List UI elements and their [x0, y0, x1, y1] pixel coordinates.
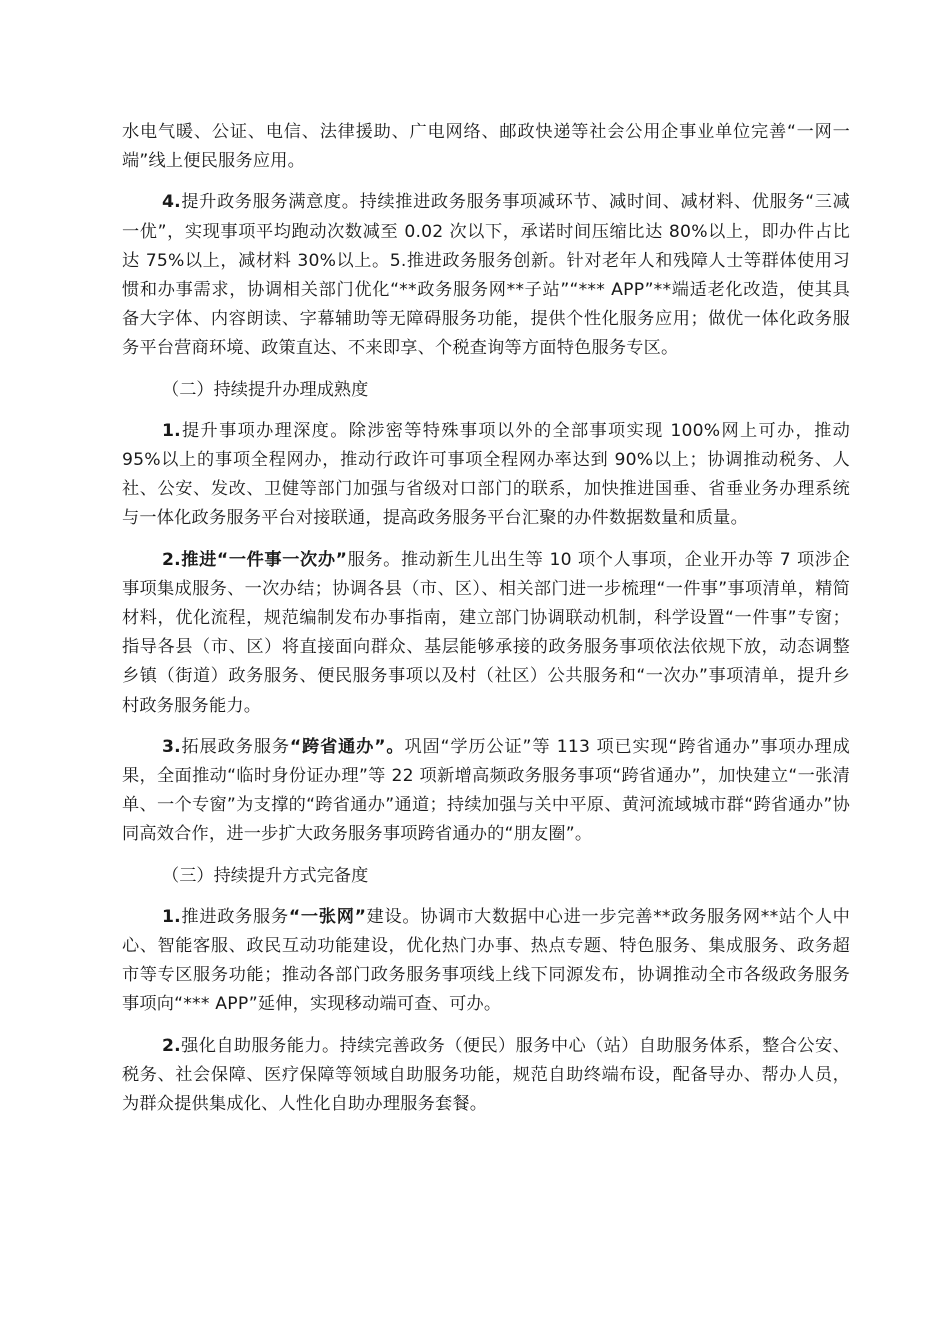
- item-number: 1.: [162, 420, 181, 441]
- paragraph-depth: [122, 417, 850, 534]
- paragraph-text: 水电气暖、公证、电信、法律援助、广电网络、邮政快递等社会公用企事业单位完善“一网一端”线上便民服务应用。: [122, 122, 850, 172]
- section-heading-completeness: （三）持续提升方式完备度: [162, 865, 369, 886]
- document-page: [122, 118, 850, 1131]
- paragraph-one-network: [122, 903, 850, 1020]
- item-number: 3.: [162, 736, 181, 757]
- paragraph-text-a: 拓展政务服务: [180, 736, 290, 757]
- section-heading-maturity: （二）持续提升办理成熟度: [162, 379, 369, 400]
- paragraph-cross-province: [122, 733, 850, 850]
- item-number: 2.: [162, 1035, 181, 1056]
- paragraph-text: 提升政务服务满意度。持续推进政务服务事项减环节、减时间、减材料、优服务“三减一优”，实现事项平均跑动次数减至 0.02 次以下，承诺时间压缩比达 80%以上，即办件占比达 75%以上，减材料 30%以上。5.推进政务服务创新。针对老年人和残障人士等群体使用习惯和办事需求，协调相关部门优化“**政务服务网**子站”“*** APP”**端适老化改造，使其具备大字体、内容朗读、字幕辅助等无障碍服务功能，提供个性化服务应用；做优一体化政务服务平台营商环境、政策直达、不来即享、个税查询等方面特色服务专区。: [122, 192, 850, 359]
- paragraph-text: 强化自助服务能力。持续完善政务（便民）服务中心（站）自助服务体系，整合公安、税务、社会保障、医疗保障等领域自助服务功能，规范自助终端布设，配备导办、帮办人员，为群众提供集成化、人性化自助办理服务套餐。: [122, 1035, 850, 1115]
- paragraph-self-service: [122, 1032, 850, 1120]
- paragraph-text-a: 推进政务服务: [180, 906, 289, 927]
- item-lead: “一张网”: [288, 906, 367, 927]
- item-number: 4.: [162, 192, 181, 213]
- item-lead: 2.推进“一件事一次办”: [162, 549, 348, 570]
- paragraph-text: 巩固“学历公证”等 113 项已实现“跨省通办”事项办理成果，全面推动“临时身份证办理”等 22 项新增高频政务服务事项“跨省通办”，加快建立“一张清单、一个专窗”为支撑的“跨省通办”通道；持续加强与关中平原、黄河流域城市群“跨省通办”协同高效合作，进一步扩大政务服务事项跨省通办的“朋友圈”。: [122, 736, 850, 845]
- paragraph-text: 建设。协调市大数据中心进一步完善**政务服务网**站个人中心、智能客服、政民互动功能建设，优化热门办事、热点专题、特色服务、集成服务、政务超市等专区服务功能；推动各部门政务服务事项线上线下同源发布，协调推动全市各级政务服务事项向“*** APP”延伸，实现移动端可查、可办。: [122, 906, 850, 1015]
- item-lead: “跨省通办”。: [289, 736, 405, 757]
- paragraph-continuation: [122, 118, 850, 176]
- paragraph-text: 提升事项办理深度。除涉密等特殊事项以外的全部事项实现 100%网上可办，推动 95%以上的事项全程网办，推动行政许可事项全程网办率达到 90%以上；协调推动税务、人社、公安、发改、卫健等部门加强与省级对口部门的联系，加快推进国垂、省垂业务办理系统与一体化政务服务平台对接联通，提高政务服务平台汇聚的办件数据数量和质量。: [122, 420, 850, 529]
- paragraph-one-thing: [122, 546, 850, 721]
- paragraph-text: 服务。推动新生儿出生等 10 项个人事项，企业开办等 7 项涉企事项集成服务、一次办结；协调各县（市、区）、相关部门进一步梳理“一件事”事项清单，精简材料，优化流程，规范编制发布办事指南，建立部门协调联动机制，科学设置“一件事”专窗；指导各县（市、区）将直接面向群众、基层能够承接的政务服务事项依法依规下放，动态调整乡镇（街道）政务服务、便民服务事项以及村（社区）公共服务和“一次办”事项清单，提升乡村政务服务能力。: [122, 549, 851, 716]
- item-number: 1.: [162, 906, 181, 927]
- paragraph-satisfaction: [122, 188, 850, 363]
